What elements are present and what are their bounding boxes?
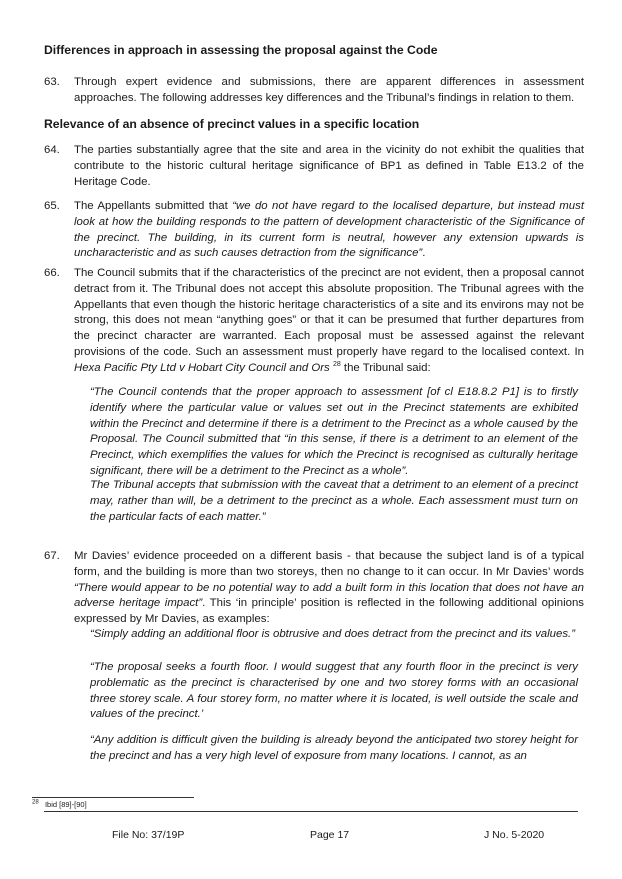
- text-run: the Tribunal said:: [340, 361, 431, 374]
- footer-judgment-number: J No. 5-2020: [484, 829, 545, 841]
- footer-file-number: File No: 37/19P: [112, 829, 185, 841]
- text-run: Mr Davies’ evidence proceeded on a different basis - that because the subject land is of a typical form, and the building is more than two storeys, then no change to it can occur. In Mr Davies’ words: [74, 550, 584, 578]
- paragraph-66: [44, 266, 584, 377]
- text-run: The Appellants submitted that: [74, 200, 233, 212]
- footnote-reference: 28: [332, 360, 341, 368]
- paragraph-63: [44, 75, 584, 107]
- section-heading-differences: Differences in approach in assessing the proposal against the Code: [44, 43, 438, 57]
- paragraph-text: [74, 266, 584, 377]
- block-quote-davies-3: “Any addition is difficult given the building is already beyond the anticipated two storey height for the precinct and has a very high level of exposure from many locations. I cannot, as an: [90, 734, 578, 762]
- paragraph-number: 67.: [44, 550, 60, 562]
- footer-divider: [44, 811, 578, 812]
- paragraph-number: 66.: [44, 267, 60, 279]
- inline-quote: “There would appear to be no potential way to add a built form in this location that does not have an adverse heritage impact”: [74, 581, 584, 610]
- paragraph-number: 63.: [44, 76, 60, 88]
- paragraph-number: 64.: [44, 144, 60, 156]
- paragraph-65: [44, 199, 584, 262]
- text-run: .: [422, 247, 426, 260]
- paragraph-text: The parties substantially agree that the site and area in the vicinity do not exhibit the qualities that contribute to the historic cultural heritage significance of BP1 as defined in Table E13.2 of the Heritage Code.: [74, 144, 584, 188]
- paragraph-text: [74, 199, 584, 262]
- text-run: . This ‘in principle’ position is reflected in the following additional opinions expressed by Mr Davies, as examples:: [74, 597, 585, 626]
- paragraph-text: Through expert evidence and submissions, there are apparent differences in assessment approaches. The following addresses key differences and the Tribunal’s findings in relation to them.: [74, 76, 584, 104]
- paragraph-67: [44, 549, 584, 628]
- case-citation: Hexa Pacific Pty Ltd v Hobart City Council and Ors: [74, 361, 330, 374]
- footnote-text: Ibid [89]-[90]: [44, 800, 87, 809]
- text-run: The Council submits that if the characteristics of the precinct are not evident, then a proposal cannot detract from it. The Tribunal does not accept this absolute proposition. The Tribunal agrees with the Appellants that even though the historic heritage characteristics of a site and its environs may not be strong, this does not mean “anything goes” or that it can be presumed that further departures from the precinct character are warranted. Each proposal must be assessed against the relevant provisions of the code. Such an assessment must properly have regard to the localised context. In: [74, 267, 584, 358]
- paragraph-64: [44, 143, 584, 190]
- block-quote-tribunal: The Tribunal accepts that submission with the caveat that a detriment to an element of a precinct may, rather than will, be a detriment to the precinct as a whole. Each assessment must turn on the particular facts of each matter.”: [90, 479, 578, 523]
- block-quote-davies-2: “The proposal seeks a fourth floor. I would suggest that any fourth floor in the precinct is very problematic as the precinct is characterised by one and two storey forms with an occasional three storey scale. A four storey form, no matter where it is located, is well outside the scale and values of the precinct.’: [90, 661, 578, 721]
- footer-page-number: Page 17: [310, 829, 350, 841]
- inline-quote: “we do not have regard to the localised departure, but instead must look at how the building responds to the pattern of development characteristic of the Significance of the precinct. The building, in its current form is neutral, however any extension upwards is uncharacteristic and as such causes detraction from the significance”: [74, 200, 584, 260]
- footnote: [32, 800, 87, 810]
- block-quote-council: “The Council contends that the proper approach to assessment [of cl E18.8.2 P1] is to firstly identify where the particular value or values set out in the Precinct statements are exhibited within the Precinct and determine if there is a detriment to the Precinct as a whole caused by the Proposal. The Council submitted that “in this sense, if there is a detriment to an element of the Precinct, which exemplifies the values for which the Precinct is recognised as culturally heritage significant, there will be a detriment to the Precinct as a whole”.: [90, 386, 578, 477]
- paragraph-number: 65.: [44, 200, 60, 212]
- footnote-divider: [32, 797, 194, 798]
- paragraph-text: [74, 549, 584, 628]
- block-quote-davies-1: “Simply adding an additional floor is obtrusive and does detract from the precinct and its values.”: [90, 628, 575, 640]
- footnote-number: 28: [32, 799, 39, 806]
- section-heading-relevance: Relevance of an absence of precinct values in a specific location: [44, 117, 420, 131]
